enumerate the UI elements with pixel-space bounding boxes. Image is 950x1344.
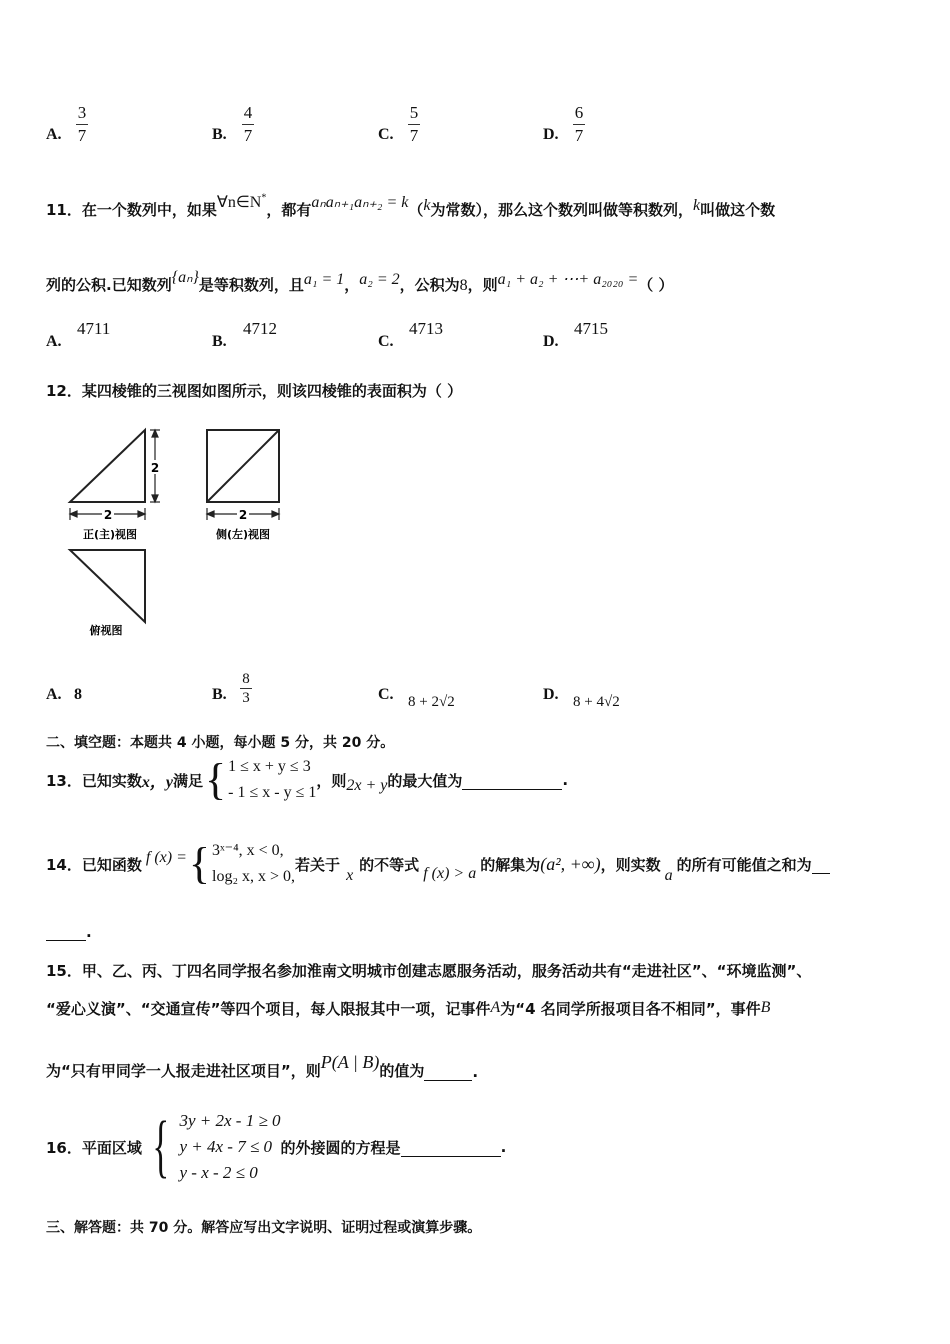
front-view-triangle [70, 430, 145, 502]
q15-event-b: B [760, 999, 771, 1016]
q10-option-b-label: B. [212, 126, 227, 143]
section-2-heading: 二、填空题：本题共 4 小题，每小题 5 分，共 20 分。 [46, 735, 395, 751]
q14-answer-blank-1[interactable] [812, 855, 830, 874]
q14-mid1: 若关于 [295, 855, 341, 874]
q14-mid4: ，则实数 [600, 855, 661, 874]
q14-brace: { [188, 839, 210, 888]
denominator: 7 [77, 126, 87, 145]
q11-product: aₙaₙ₊₁aₙ₊₂ = k [311, 194, 409, 211]
q16 [46, 1106, 506, 1188]
q11-mid4: 叫做这个数 [700, 201, 776, 219]
q11-sum: a₁ + a₂ + ⋯+ a₂₀₂₀ = [497, 271, 639, 288]
q11-option-a-value: 4711 [77, 319, 111, 338]
side-view [207, 430, 279, 502]
q15-line3 [46, 1052, 479, 1081]
q10-option-a-fraction [76, 102, 88, 147]
q11-option-d-value: 4715 [574, 319, 608, 338]
front-view [70, 430, 145, 502]
q15-line2-a: “爱心义演”、“交通宣传”等四个项目，每人限报其中一项，记事件 [46, 1000, 491, 1018]
q14-ineq: f (x) > a [423, 865, 477, 882]
denominator: 7 [574, 126, 584, 145]
q11-prod-val: 8 [459, 277, 468, 294]
denominator: 3 [242, 690, 250, 706]
q16-ineq2: y + 4x - 7 ≤ 0 [179, 1137, 273, 1156]
q11-a1: a₁ = 1 [303, 271, 345, 288]
q13-ineq1: 1 ≤ x + y ≤ 3 [228, 758, 311, 775]
q14-x: x [346, 867, 354, 884]
q14-fx: f (x) = [145, 849, 187, 866]
top-view-label: 俯视图 [89, 624, 123, 637]
q11-line2-d: ，则 [467, 276, 498, 294]
q11-seq-text: aₙ [178, 269, 193, 286]
q13-suffix: 的最大值为 [387, 771, 463, 790]
q11-prefix: 11．在一个数列中，如果 [46, 201, 217, 219]
q11-option-b-value: 4712 [243, 319, 277, 338]
numerator: 3 [77, 103, 87, 122]
side-view-label: 侧(左)视图 [215, 528, 271, 541]
q13 [46, 754, 568, 806]
q11-line2-b: 是等积数列，且 [198, 276, 304, 294]
q12-option-a-label: A. [46, 686, 62, 703]
q12-option-a-value: 8 [74, 686, 82, 703]
q14-mid3: 的解集为 [480, 855, 541, 874]
q16-prefix: 16．平面区域 [46, 1138, 142, 1157]
q11-k: k [423, 197, 431, 214]
q14-cases [212, 838, 295, 890]
q15-event-a: A [490, 999, 501, 1016]
q14-suffix: 的所有可能值之和为 [676, 855, 812, 874]
q16-suffix: 的外接圆的方程是 [280, 1138, 401, 1157]
q10-option-c-label: C. [378, 126, 394, 143]
q14-case2: log₂ x, x > 0, [212, 868, 296, 885]
q14-prefix: 14．已知函数 [46, 855, 142, 874]
side-view-diagonal [207, 430, 279, 502]
three-view-figure [60, 420, 300, 650]
q13-mid: 满足 [172, 771, 203, 790]
q14-interval: (a², +∞) [540, 853, 601, 874]
side-width-label: 2 [238, 508, 248, 522]
q15-line2 [46, 998, 770, 1019]
q11-line2: 列的公积.已知数列{aₙ}是等积数列，且a₁ = 1，a₂ = 2，公积为8，则a₁ + a₂ + ⋯+ a₂₀₂₀ =（ ） [46, 269, 674, 294]
q12-text: 12．某四棱锥的三视图如图所示，则该四棱锥的表面积为（ ） [46, 382, 463, 400]
q13-prefix: 13．已知实数 [46, 771, 142, 790]
q11-mid3: 为常数），那么这个数列叫做等积数列， [430, 201, 694, 219]
denominator: 7 [409, 126, 419, 145]
q11-a2: a₂ = 2 [359, 271, 400, 288]
q11-seq: {aₙ} [171, 269, 199, 286]
q16-ineq1: 3y + 2x - 1 ≥ 0 [179, 1111, 281, 1130]
front-view-label: 正(主)视图 [82, 528, 138, 541]
q11-line2-a: 列的公积.已知数列 [46, 276, 172, 294]
q10-option-d-label: D. [543, 126, 559, 143]
numerator: 6 [574, 103, 584, 122]
q10-option-c-fraction [408, 102, 420, 147]
q13-then: ，则 [316, 771, 347, 790]
q16-answer-blank[interactable] [401, 1138, 501, 1157]
q15-end: . [472, 1063, 479, 1081]
q15-prob: P(A | B) [320, 1052, 380, 1072]
q13-vars: x，y [141, 773, 173, 791]
q15-line1: 15．甲、乙、丙、丁四名同学报名参加淮南文明城市创建志愿服务活动，服务活动共有“走进社区”、“环境监测”、 [46, 962, 812, 980]
q13-brace: { [205, 755, 227, 804]
q11-cond [217, 194, 266, 211]
q11-mid1: ，都有 [266, 201, 312, 219]
q11-mid2: （ [408, 201, 424, 219]
q12-option-b-fraction [240, 670, 252, 707]
q12-option-b-label: B. [212, 686, 227, 703]
q12-option-d-label: D. [543, 686, 559, 703]
q14 [46, 838, 830, 890]
top-view-triangle [70, 550, 145, 622]
q13-end: . [562, 771, 569, 789]
q12-option-c-label: C. [378, 686, 394, 703]
q13-ineq2: - 1 ≤ x - y ≤ 1 [228, 784, 317, 801]
numerator: 8 [242, 671, 250, 687]
q13-system [228, 754, 316, 806]
q13-answer-blank[interactable] [462, 771, 562, 790]
q10-option-a-label: A. [46, 126, 62, 143]
q11-line1 [46, 192, 776, 220]
q11-option-b-label: B. [212, 333, 227, 350]
q15-answer-blank[interactable] [424, 1062, 472, 1081]
q15-line3-b: 的值为 [379, 1062, 425, 1080]
q16-system [179, 1108, 280, 1186]
q14-answer-blank-2[interactable] [46, 922, 86, 941]
q14-mid2: 的不等式 [359, 855, 420, 874]
q16-ineq3: y - x - 2 ≤ 0 [179, 1163, 258, 1182]
denominator: 7 [243, 126, 253, 145]
section-3-heading: 三、解答题：共 70 分。解答应写出文字说明、证明过程或演算步骤。 [46, 1220, 482, 1236]
q14-end: . [86, 923, 92, 941]
q10-option-b-fraction [242, 102, 254, 147]
q15-line2-b: 为“4 名同学所报项目各不相同”，事件 [500, 1000, 761, 1018]
q13-expr: 2x + y [346, 777, 388, 794]
q11-option-c-value: 4713 [409, 319, 443, 338]
q12-option-d-value: 8 + 4√2 [573, 694, 620, 710]
q10-option-d-fraction [573, 102, 585, 147]
q11-paren: （ ） [638, 276, 674, 294]
q11-option-d-label: D. [543, 333, 559, 350]
numerator: 4 [243, 103, 253, 122]
q12-option-c-value: 8 + 2√2 [408, 694, 455, 710]
top-view [70, 550, 145, 622]
q14-a: a [664, 867, 673, 884]
q11-line2-c: ，公积为 [399, 276, 460, 294]
q16-end: . [500, 1138, 507, 1156]
q11-option-c-label: C. [378, 333, 394, 350]
q15-line3-a: 为“只有甲同学一人报走进社区项目”，则 [46, 1062, 321, 1080]
q11-cond-text: ∀n∈N [216, 194, 262, 211]
numerator: 5 [409, 103, 419, 122]
q11-option-a-label: A. [46, 333, 62, 350]
q11-cond-sup: * [261, 192, 267, 204]
q14-line2 [46, 922, 92, 941]
q14-case1: 3ˣ⁻⁴, x < 0, [212, 842, 284, 859]
front-height-label: 2 [150, 461, 160, 475]
q11-k-2: k [693, 197, 701, 214]
q16-brace: { [152, 1108, 170, 1185]
front-width-label: 2 [103, 508, 113, 522]
